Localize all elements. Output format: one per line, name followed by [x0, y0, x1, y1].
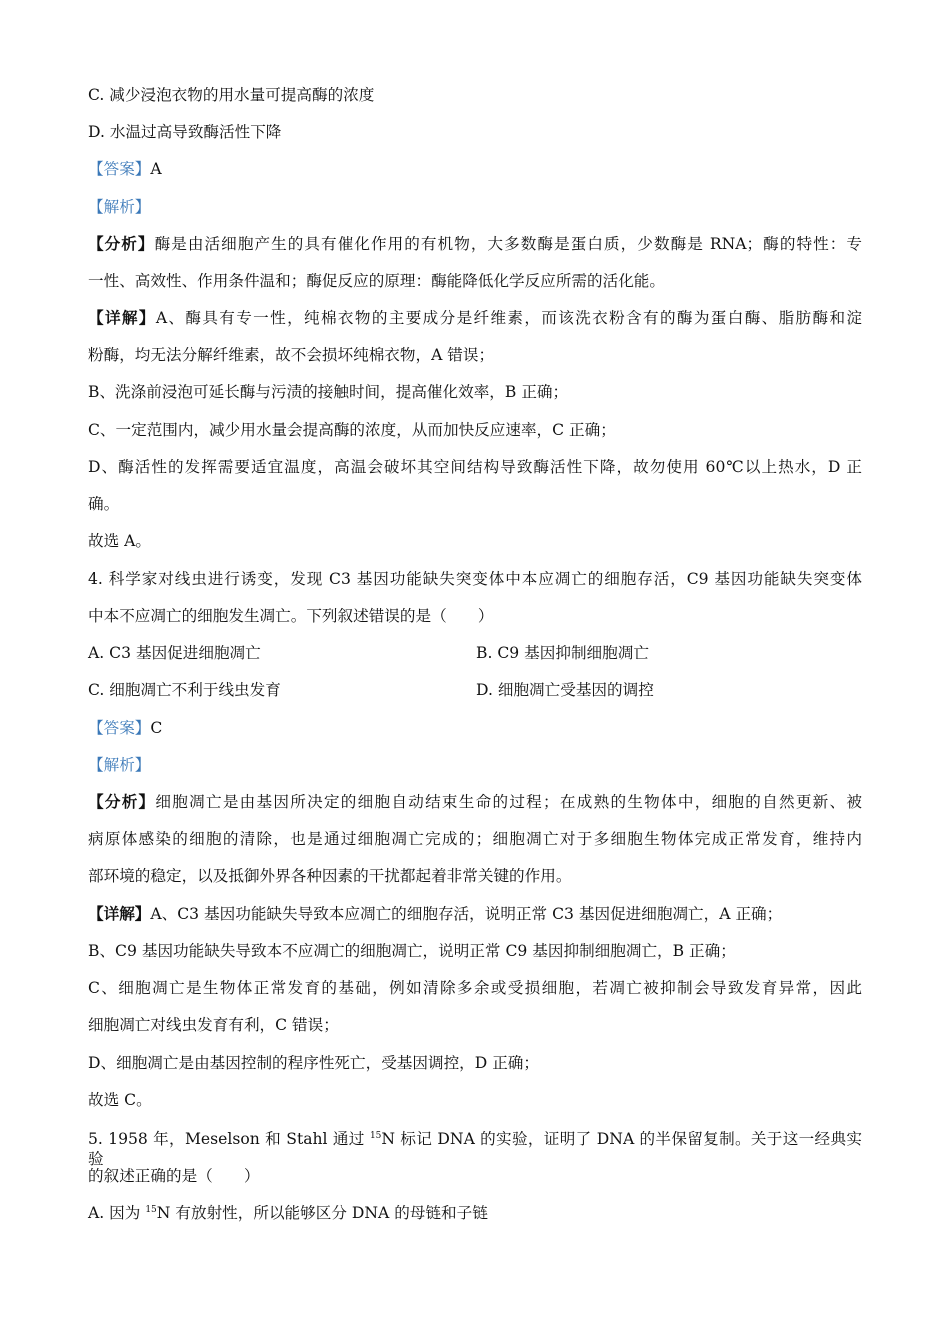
q3-option-c: C. 减少浸泡衣物的用水量可提高酶的浓度 — [88, 86, 375, 104]
q3-xiangjie-line-2: 粉酶，均无法分解纤维素，故不会损坏纯棉衣物，A 错误； — [88, 346, 495, 364]
q3-xiangjie-line-5: D、酶活性的发挥需要适宜温度，高温会破坏其空间结构导致酶活性下降，故勿使用 60℃以上热水，D 正 — [88, 458, 862, 476]
q4-answer — [88, 718, 162, 738]
q3-answer — [88, 159, 162, 179]
q4-fenxi-line-1: 【分析】细胞凋亡是由基因所决定的细胞自动结束生命的过程；在成熟的生物体中，细胞的自然更新、被 — [88, 792, 862, 811]
q3-analysis-label: 【解析】 — [88, 198, 151, 216]
q4-option-c: C. 细胞凋亡不利于线虫发育 — [88, 681, 281, 699]
q4-fenxi-line-2: 病原体感染的细胞的清除，也是通过细胞凋亡完成的；细胞凋亡对于多细胞生物体完成正常发育，维持内 — [88, 830, 862, 848]
q4-xiangjie-line-5: D、细胞凋亡是由基因控制的程序性死亡，受基因调控，D 正确； — [88, 1054, 539, 1072]
q4-option-d: D. 细胞凋亡受基因的调控 — [476, 681, 654, 699]
answer-value: C — [150, 719, 163, 737]
q4-xiangjie-line-2: B、C9 基因功能缺失导致本不应凋亡的细胞凋亡，说明正常 C9 基因抑制细胞凋亡，B 正确； — [88, 942, 736, 960]
q4-option-b: B. C9 基因抑制细胞凋亡 — [476, 644, 649, 662]
q4-xiangjie-line-4: 细胞凋亡对线虫发育有利，C 错误； — [88, 1016, 339, 1034]
q4-xiangjie-line-1: 【详解】A、C3 基因功能缺失导致本应凋亡的细胞存活，说明正常 C3 基因促进细胞凋亡，A 正确； — [88, 904, 783, 923]
answer-value: A — [150, 160, 162, 178]
q4-stem-line-2: 中本不应凋亡的细胞发生凋亡。下列叙述错误的是（ ） — [88, 607, 494, 625]
q3-xiangjie-line-6: 确。 — [88, 495, 120, 513]
q4-conclusion: 故选 C。 — [88, 1091, 152, 1109]
q4-analysis-label: 【解析】 — [88, 756, 151, 774]
fenxi-label: 【分析】 — [88, 234, 155, 253]
q5-option-a: A. 因为 $^{15}$N 有放射性，所以能够区分 DNA 的母链和子链 — [88, 1204, 488, 1222]
isotope-superscript: 15 — [369, 1131, 382, 1141]
q4-option-a: A. C3 基因促进细胞凋亡 — [88, 644, 261, 662]
q3-xiangjie-line-3: B、洗涤前浸泡可延长酶与污渍的接触时间，提高催化效率，B 正确； — [88, 383, 569, 401]
fenxi-label: 【分析】 — [88, 792, 156, 811]
q3-option-d: D. 水温过高导致酶活性下降 — [88, 123, 282, 141]
q4-xiangjie-line-3: C、细胞凋亡是生物体正常发育的基础，例如清除多余或受损细胞，若凋亡被抑制会导致发育异常，因此 — [88, 979, 862, 997]
q4-fenxi-line-3: 部环境的稳定，以及抵御外界各种因素的干扰都起着非常关键的作用。 — [88, 867, 572, 885]
q3-fenxi-line-2: 一性、高效性、作用条件温和；酶促反应的原理：酶能降低化学反应所需的活化能。 — [88, 272, 665, 290]
xiangjie-label: 【详解】 — [88, 308, 156, 327]
q3-fenxi-line-1: 【分析】酶是由活细胞产生的具有催化作用的有机物，大多数酶是蛋白质，少数酶是 RNA；酶的特性：专 — [88, 234, 862, 253]
isotope-superscript: 15 — [145, 1205, 157, 1215]
q5-stem-line-2: 的叙述正确的是（ ） — [88, 1167, 260, 1185]
q3-conclusion: 故选 A。 — [88, 532, 151, 550]
q3-xiangjie-line-4: C、一定范围内，减少用水量会提高酶的浓度，从而加快反应速率，C 正确； — [88, 421, 616, 439]
answer-label: 【答案】 — [88, 719, 151, 737]
q4-stem-line-1: 4. 科学家对线虫进行诱变，发现 C3 基因功能缺失突变体中本应凋亡的细胞存活，C9 基因功能缺失突变体 — [88, 570, 862, 588]
xiangjie-label: 【详解】 — [88, 904, 151, 923]
q3-xiangjie-line-1: 【详解】A、酶具有专一性，纯棉衣物的主要成分是纤维素，而该洗衣粉含有的酶为蛋白酶、脂肪酶和淀 — [88, 308, 862, 327]
q5-stem-line-1: 5. 1958 年，Meselson 和 Stahl 通过 $^{15}$N 标记 DNA 的实验，证明了 DNA 的半保留复制。关于这一经典实验 — [88, 1130, 862, 1168]
answer-label: 【答案】 — [88, 160, 151, 178]
